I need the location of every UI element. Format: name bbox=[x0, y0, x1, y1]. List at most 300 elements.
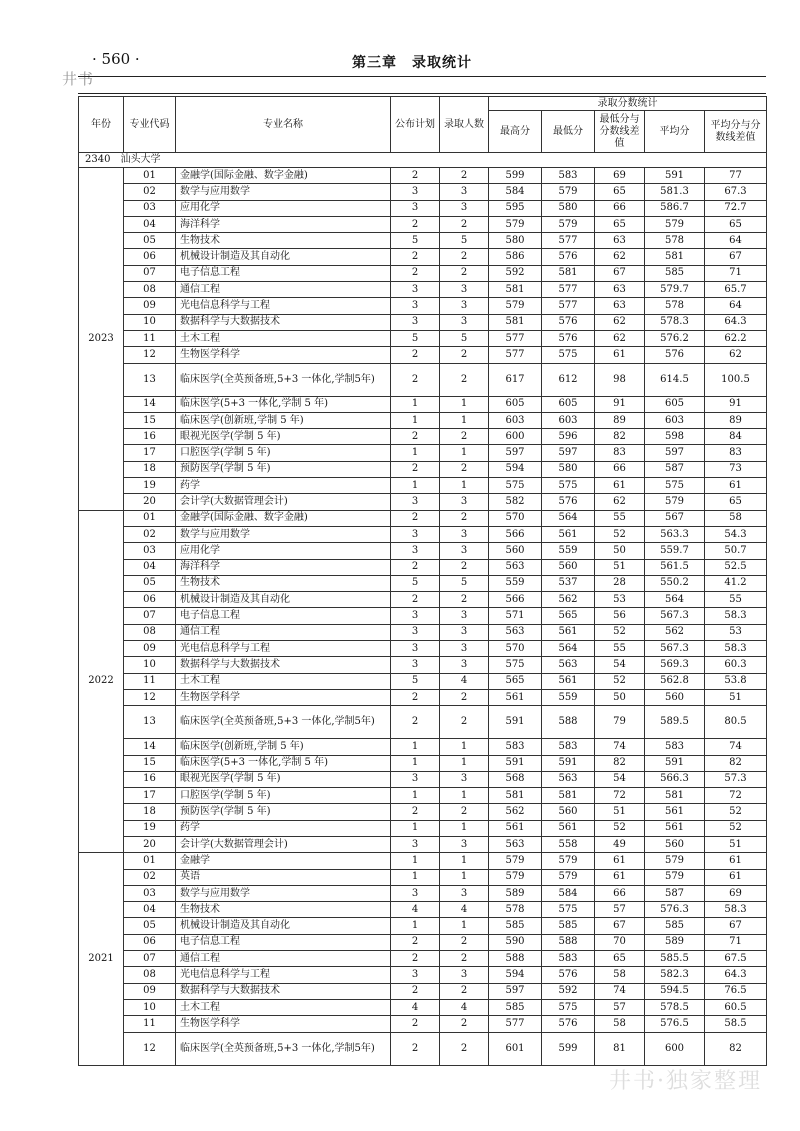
major-name-cell: 数学与应用数学 bbox=[176, 184, 391, 200]
table-row bbox=[79, 429, 767, 445]
avg-score-cell: 603 bbox=[645, 412, 705, 428]
min-diff-cell: 52 bbox=[595, 624, 645, 640]
min-diff-cell: 89 bbox=[595, 412, 645, 428]
code-cell: 10 bbox=[124, 314, 176, 330]
code-cell: 10 bbox=[124, 999, 176, 1015]
code-cell: 18 bbox=[124, 461, 176, 477]
avg-score-cell: 579 bbox=[645, 494, 705, 510]
min-diff-cell: 67 bbox=[595, 918, 645, 934]
plan-cell: 2 bbox=[391, 510, 440, 526]
min-diff-cell: 66 bbox=[595, 885, 645, 901]
max-score-cell: 577 bbox=[489, 330, 542, 346]
avg-score-cell: 561 bbox=[645, 820, 705, 836]
min-diff-cell: 62 bbox=[595, 494, 645, 510]
major-name-cell: 光电信息科学与工程 bbox=[176, 641, 391, 657]
min-score-cell: 563 bbox=[542, 771, 595, 787]
avg-score-cell: 575 bbox=[645, 478, 705, 494]
avg-score-cell: 605 bbox=[645, 396, 705, 412]
avg-diff-cell: 67.5 bbox=[705, 951, 767, 967]
min-diff-cell: 61 bbox=[595, 347, 645, 363]
avg-score-cell: 585 bbox=[645, 918, 705, 934]
avg-diff-cell: 64 bbox=[705, 298, 767, 314]
table-row bbox=[79, 706, 767, 739]
avg-score-cell: 559.7 bbox=[645, 543, 705, 559]
table-row bbox=[79, 657, 767, 673]
table-row bbox=[79, 869, 767, 885]
code-cell: 14 bbox=[124, 739, 176, 755]
max-score-cell: 566 bbox=[489, 592, 542, 608]
table-row bbox=[79, 396, 767, 412]
plan-cell: 5 bbox=[391, 673, 440, 689]
plan-cell: 1 bbox=[391, 869, 440, 885]
min-score-cell: 579 bbox=[542, 216, 595, 232]
min-score-cell: 562 bbox=[542, 592, 595, 608]
min-score-cell: 575 bbox=[542, 347, 595, 363]
plan-cell: 1 bbox=[391, 755, 440, 771]
major-name-cell: 药学 bbox=[176, 478, 391, 494]
header-stats-group: 录取分数统计 bbox=[489, 97, 767, 111]
code-cell: 12 bbox=[124, 347, 176, 363]
table-row bbox=[79, 853, 767, 869]
max-score-cell: 578 bbox=[489, 902, 542, 918]
plan-cell: 3 bbox=[391, 624, 440, 640]
code-cell: 06 bbox=[124, 934, 176, 950]
min-diff-cell: 98 bbox=[595, 363, 645, 396]
avg-diff-cell: 52.5 bbox=[705, 559, 767, 575]
min-score-cell: 558 bbox=[542, 836, 595, 852]
min-diff-cell: 62 bbox=[595, 330, 645, 346]
min-diff-cell: 82 bbox=[595, 755, 645, 771]
enrolled-cell: 3 bbox=[440, 967, 489, 983]
avg-score-cell: 591 bbox=[645, 755, 705, 771]
max-score-cell: 591 bbox=[489, 706, 542, 739]
min-diff-cell: 63 bbox=[595, 282, 645, 298]
min-diff-cell: 66 bbox=[595, 461, 645, 477]
table-row bbox=[79, 836, 767, 852]
major-name-cell: 土木工程 bbox=[176, 330, 391, 346]
plan-cell: 3 bbox=[391, 200, 440, 216]
enrolled-cell: 2 bbox=[440, 706, 489, 739]
avg-diff-cell: 62 bbox=[705, 347, 767, 363]
min-diff-cell: 61 bbox=[595, 478, 645, 494]
min-diff-cell: 51 bbox=[595, 804, 645, 820]
table-row bbox=[79, 1032, 767, 1065]
enrolled-cell: 3 bbox=[440, 624, 489, 640]
plan-cell: 3 bbox=[391, 494, 440, 510]
code-cell: 19 bbox=[124, 820, 176, 836]
major-name-cell: 数据科学与大数据技术 bbox=[176, 657, 391, 673]
code-cell: 16 bbox=[124, 429, 176, 445]
min-score-cell: 577 bbox=[542, 298, 595, 314]
code-cell: 01 bbox=[124, 510, 176, 526]
enrolled-cell: 1 bbox=[440, 396, 489, 412]
min-diff-cell: 57 bbox=[595, 902, 645, 918]
code-cell: 15 bbox=[124, 755, 176, 771]
min-diff-cell: 79 bbox=[595, 706, 645, 739]
code-cell: 09 bbox=[124, 298, 176, 314]
min-score-cell: 560 bbox=[542, 559, 595, 575]
min-score-cell: 579 bbox=[542, 869, 595, 885]
plan-cell: 3 bbox=[391, 526, 440, 542]
avg-diff-cell: 77 bbox=[705, 168, 767, 184]
avg-diff-cell: 64.3 bbox=[705, 314, 767, 330]
min-diff-cell: 74 bbox=[595, 739, 645, 755]
min-score-cell: 605 bbox=[542, 396, 595, 412]
major-name-cell: 金融学(国际金融、数字金融) bbox=[176, 510, 391, 526]
min-score-cell: 579 bbox=[542, 184, 595, 200]
plan-cell: 3 bbox=[391, 885, 440, 901]
code-cell: 05 bbox=[124, 918, 176, 934]
header-name: 专业名称 bbox=[176, 97, 391, 153]
table-row bbox=[79, 559, 767, 575]
min-diff-cell: 52 bbox=[595, 526, 645, 542]
avg-diff-cell: 61 bbox=[705, 853, 767, 869]
max-score-cell: 562 bbox=[489, 804, 542, 820]
university-row: 2340 汕头大学 bbox=[79, 153, 767, 168]
table-row bbox=[79, 575, 767, 591]
max-score-cell: 580 bbox=[489, 233, 542, 249]
min-score-cell: 575 bbox=[542, 478, 595, 494]
major-name-cell: 临床医学(5+3 一体化,学制 5 年) bbox=[176, 755, 391, 771]
min-diff-cell: 57 bbox=[595, 999, 645, 1015]
avg-score-cell: 587 bbox=[645, 885, 705, 901]
enrolled-cell: 4 bbox=[440, 673, 489, 689]
code-cell: 06 bbox=[124, 592, 176, 608]
year-cell: 2023 bbox=[79, 168, 124, 511]
max-score-cell: 590 bbox=[489, 934, 542, 950]
code-cell: 14 bbox=[124, 396, 176, 412]
min-score-cell: 579 bbox=[542, 853, 595, 869]
code-cell: 04 bbox=[124, 559, 176, 575]
max-score-cell: 566 bbox=[489, 526, 542, 542]
enrolled-cell: 1 bbox=[440, 755, 489, 771]
min-diff-cell: 50 bbox=[595, 543, 645, 559]
plan-cell: 3 bbox=[391, 184, 440, 200]
min-score-cell: 561 bbox=[542, 526, 595, 542]
code-cell: 13 bbox=[124, 706, 176, 739]
table-row bbox=[79, 983, 767, 999]
avg-diff-cell: 62.2 bbox=[705, 330, 767, 346]
avg-score-cell: 597 bbox=[645, 445, 705, 461]
plan-cell: 3 bbox=[391, 771, 440, 787]
max-score-cell: 594 bbox=[489, 967, 542, 983]
avg-diff-cell: 71 bbox=[705, 934, 767, 950]
major-name-cell: 通信工程 bbox=[176, 282, 391, 298]
avg-score-cell: 585.5 bbox=[645, 951, 705, 967]
code-cell: 15 bbox=[124, 412, 176, 428]
table-row bbox=[79, 543, 767, 559]
max-score-cell: 577 bbox=[489, 347, 542, 363]
avg-diff-cell: 65.7 bbox=[705, 282, 767, 298]
header-min: 最低分 bbox=[542, 111, 595, 153]
avg-diff-cell: 58.3 bbox=[705, 608, 767, 624]
major-name-cell: 机械设计制造及其自动化 bbox=[176, 918, 391, 934]
min-diff-cell: 70 bbox=[595, 934, 645, 950]
min-diff-cell: 49 bbox=[595, 836, 645, 852]
year-cell: 2022 bbox=[79, 510, 124, 853]
enrolled-cell: 2 bbox=[440, 265, 489, 281]
enrolled-cell: 2 bbox=[440, 689, 489, 705]
avg-score-cell: 586.7 bbox=[645, 200, 705, 216]
min-score-cell: 575 bbox=[542, 902, 595, 918]
code-cell: 11 bbox=[124, 330, 176, 346]
header-plan: 公布计划 bbox=[391, 97, 440, 153]
code-cell: 05 bbox=[124, 575, 176, 591]
table-row bbox=[79, 461, 767, 477]
code-cell: 04 bbox=[124, 902, 176, 918]
avg-diff-cell: 100.5 bbox=[705, 363, 767, 396]
max-score-cell: 594 bbox=[489, 461, 542, 477]
avg-score-cell: 578.5 bbox=[645, 999, 705, 1015]
code-cell: 12 bbox=[124, 1032, 176, 1065]
min-diff-cell: 82 bbox=[595, 429, 645, 445]
major-name-cell: 机械设计制造及其自动化 bbox=[176, 249, 391, 265]
max-score-cell: 570 bbox=[489, 510, 542, 526]
avg-diff-cell: 73 bbox=[705, 461, 767, 477]
avg-score-cell: 578 bbox=[645, 298, 705, 314]
min-score-cell: 577 bbox=[542, 233, 595, 249]
plan-cell: 3 bbox=[391, 282, 440, 298]
avg-diff-cell: 89 bbox=[705, 412, 767, 428]
plan-cell: 1 bbox=[391, 918, 440, 934]
min-score-cell: 537 bbox=[542, 575, 595, 591]
avg-diff-cell: 58.3 bbox=[705, 902, 767, 918]
max-score-cell: 579 bbox=[489, 853, 542, 869]
table-row bbox=[79, 168, 767, 184]
enrolled-cell: 2 bbox=[440, 1032, 489, 1065]
avg-diff-cell: 50.7 bbox=[705, 543, 767, 559]
major-name-cell: 电子信息工程 bbox=[176, 934, 391, 950]
major-name-cell: 临床医学(全英预备班,5+3 一体化,学制5年) bbox=[176, 363, 391, 396]
plan-cell: 3 bbox=[391, 967, 440, 983]
enrolled-cell: 3 bbox=[440, 526, 489, 542]
min-score-cell: 583 bbox=[542, 168, 595, 184]
watermark-logo: 井书 bbox=[62, 70, 95, 88]
table-row bbox=[79, 951, 767, 967]
code-cell: 04 bbox=[124, 216, 176, 232]
min-score-cell: 583 bbox=[542, 951, 595, 967]
avg-diff-cell: 52 bbox=[705, 804, 767, 820]
enrolled-cell: 3 bbox=[440, 298, 489, 314]
header-max: 最高分 bbox=[489, 111, 542, 153]
table-row bbox=[79, 755, 767, 771]
enrolled-cell: 2 bbox=[440, 461, 489, 477]
code-cell: 08 bbox=[124, 282, 176, 298]
code-cell: 10 bbox=[124, 657, 176, 673]
min-score-cell: 561 bbox=[542, 820, 595, 836]
plan-cell: 4 bbox=[391, 999, 440, 1015]
avg-score-cell: 579 bbox=[645, 853, 705, 869]
avg-score-cell: 576.3 bbox=[645, 902, 705, 918]
enrolled-cell: 2 bbox=[440, 347, 489, 363]
min-score-cell: 576 bbox=[542, 314, 595, 330]
enrolled-cell: 5 bbox=[440, 233, 489, 249]
avg-score-cell: 589.5 bbox=[645, 706, 705, 739]
code-cell: 06 bbox=[124, 249, 176, 265]
avg-score-cell: 569.3 bbox=[645, 657, 705, 673]
plan-cell: 2 bbox=[391, 1016, 440, 1032]
avg-diff-cell: 80.5 bbox=[705, 706, 767, 739]
plan-cell: 1 bbox=[391, 820, 440, 836]
major-name-cell: 机械设计制造及其自动化 bbox=[176, 592, 391, 608]
table-row bbox=[79, 216, 767, 232]
min-score-cell: 576 bbox=[542, 967, 595, 983]
major-name-cell: 应用化学 bbox=[176, 200, 391, 216]
plan-cell: 2 bbox=[391, 265, 440, 281]
min-diff-cell: 67 bbox=[595, 265, 645, 281]
table-row bbox=[79, 624, 767, 640]
table-row bbox=[79, 918, 767, 934]
table-row bbox=[79, 282, 767, 298]
table-row bbox=[79, 592, 767, 608]
table-row bbox=[79, 445, 767, 461]
table-row bbox=[79, 363, 767, 396]
code-cell: 17 bbox=[124, 788, 176, 804]
page-number: · 560 · bbox=[92, 50, 140, 68]
code-cell: 12 bbox=[124, 689, 176, 705]
avg-diff-cell: 54.3 bbox=[705, 526, 767, 542]
enrolled-cell: 3 bbox=[440, 885, 489, 901]
avg-score-cell: 581 bbox=[645, 249, 705, 265]
min-score-cell: 560 bbox=[542, 804, 595, 820]
avg-diff-cell: 65 bbox=[705, 494, 767, 510]
min-score-cell: 588 bbox=[542, 706, 595, 739]
avg-diff-cell: 55 bbox=[705, 592, 767, 608]
max-score-cell: 597 bbox=[489, 983, 542, 999]
code-cell: 02 bbox=[124, 869, 176, 885]
code-cell: 18 bbox=[124, 804, 176, 820]
min-diff-cell: 58 bbox=[595, 967, 645, 983]
min-diff-cell: 54 bbox=[595, 657, 645, 673]
major-name-cell: 预防医学(学制 5 年) bbox=[176, 804, 391, 820]
table-row bbox=[79, 200, 767, 216]
max-score-cell: 584 bbox=[489, 184, 542, 200]
max-score-cell: 581 bbox=[489, 314, 542, 330]
min-diff-cell: 54 bbox=[595, 771, 645, 787]
header-avg-diff: 平均分与分数线差值 bbox=[705, 111, 767, 153]
enrolled-cell: 1 bbox=[440, 788, 489, 804]
header-avg: 平均分 bbox=[645, 111, 705, 153]
enrolled-cell: 2 bbox=[440, 363, 489, 396]
code-cell: 02 bbox=[124, 526, 176, 542]
major-name-cell: 数据科学与大数据技术 bbox=[176, 983, 391, 999]
avg-diff-cell: 67 bbox=[705, 249, 767, 265]
major-name-cell: 数学与应用数学 bbox=[176, 526, 391, 542]
enrolled-cell: 2 bbox=[440, 510, 489, 526]
code-cell: 20 bbox=[124, 494, 176, 510]
min-diff-cell: 52 bbox=[595, 673, 645, 689]
major-name-cell: 英语 bbox=[176, 869, 391, 885]
table-row bbox=[79, 298, 767, 314]
plan-cell: 2 bbox=[391, 429, 440, 445]
major-name-cell: 土木工程 bbox=[176, 999, 391, 1015]
max-score-cell: 595 bbox=[489, 200, 542, 216]
avg-score-cell: 562.8 bbox=[645, 673, 705, 689]
plan-cell: 1 bbox=[391, 445, 440, 461]
code-cell: 07 bbox=[124, 951, 176, 967]
table-row bbox=[79, 999, 767, 1015]
enrolled-cell: 1 bbox=[440, 869, 489, 885]
plan-cell: 2 bbox=[391, 951, 440, 967]
plan-cell: 2 bbox=[391, 347, 440, 363]
plan-cell: 2 bbox=[391, 461, 440, 477]
avg-diff-cell: 52 bbox=[705, 820, 767, 836]
avg-diff-cell: 61 bbox=[705, 869, 767, 885]
avg-score-cell: 578 bbox=[645, 233, 705, 249]
major-name-cell: 土木工程 bbox=[176, 673, 391, 689]
avg-diff-cell: 84 bbox=[705, 429, 767, 445]
chapter-title: 第三章 录取统计 bbox=[352, 55, 472, 71]
max-score-cell: 571 bbox=[489, 608, 542, 624]
enrolled-cell: 3 bbox=[440, 314, 489, 330]
min-diff-cell: 63 bbox=[595, 233, 645, 249]
avg-score-cell: 566.3 bbox=[645, 771, 705, 787]
avg-score-cell: 579.7 bbox=[645, 282, 705, 298]
avg-diff-cell: 53.8 bbox=[705, 673, 767, 689]
enrolled-cell: 3 bbox=[440, 657, 489, 673]
min-diff-cell: 28 bbox=[595, 575, 645, 591]
min-diff-cell: 65 bbox=[595, 184, 645, 200]
min-score-cell: 565 bbox=[542, 608, 595, 624]
avg-diff-cell: 72 bbox=[705, 788, 767, 804]
code-cell: 09 bbox=[124, 983, 176, 999]
code-cell: 07 bbox=[124, 608, 176, 624]
enrolled-cell: 2 bbox=[440, 983, 489, 999]
plan-cell: 2 bbox=[391, 216, 440, 232]
min-diff-cell: 62 bbox=[595, 314, 645, 330]
min-score-cell: 592 bbox=[542, 983, 595, 999]
avg-diff-cell: 83 bbox=[705, 445, 767, 461]
min-score-cell: 564 bbox=[542, 641, 595, 657]
max-score-cell: 570 bbox=[489, 641, 542, 657]
min-diff-cell: 61 bbox=[595, 853, 645, 869]
enrolled-cell: 1 bbox=[440, 853, 489, 869]
enrolled-cell: 1 bbox=[440, 412, 489, 428]
max-score-cell: 575 bbox=[489, 478, 542, 494]
plan-cell: 1 bbox=[391, 788, 440, 804]
min-diff-cell: 62 bbox=[595, 249, 645, 265]
plan-cell: 3 bbox=[391, 314, 440, 330]
enrolled-cell: 5 bbox=[440, 330, 489, 346]
plan-cell: 2 bbox=[391, 592, 440, 608]
enrolled-cell: 2 bbox=[440, 429, 489, 445]
min-diff-cell: 61 bbox=[595, 869, 645, 885]
header-rule bbox=[78, 76, 766, 77]
plan-cell: 2 bbox=[391, 363, 440, 396]
major-name-cell: 数学与应用数学 bbox=[176, 885, 391, 901]
major-name-cell: 临床医学(全英预备班,5+3 一体化,学制5年) bbox=[176, 706, 391, 739]
enrolled-cell: 3 bbox=[440, 200, 489, 216]
enrolled-cell: 3 bbox=[440, 184, 489, 200]
table-row bbox=[79, 771, 767, 787]
avg-score-cell: 583 bbox=[645, 739, 705, 755]
major-name-cell: 生物技术 bbox=[176, 902, 391, 918]
max-score-cell: 575 bbox=[489, 657, 542, 673]
major-name-cell: 临床医学(5+3 一体化,学制 5 年) bbox=[176, 396, 391, 412]
avg-score-cell: 582.3 bbox=[645, 967, 705, 983]
avg-score-cell: 576 bbox=[645, 347, 705, 363]
avg-diff-cell: 64.3 bbox=[705, 967, 767, 983]
max-score-cell: 601 bbox=[489, 1032, 542, 1065]
major-name-cell: 生物技术 bbox=[176, 575, 391, 591]
plan-cell: 2 bbox=[391, 983, 440, 999]
table-row bbox=[79, 804, 767, 820]
min-score-cell: 575 bbox=[542, 999, 595, 1015]
code-cell: 13 bbox=[124, 363, 176, 396]
plan-cell: 2 bbox=[391, 1032, 440, 1065]
major-name-cell: 生物医学科学 bbox=[176, 347, 391, 363]
max-score-cell: 581 bbox=[489, 788, 542, 804]
